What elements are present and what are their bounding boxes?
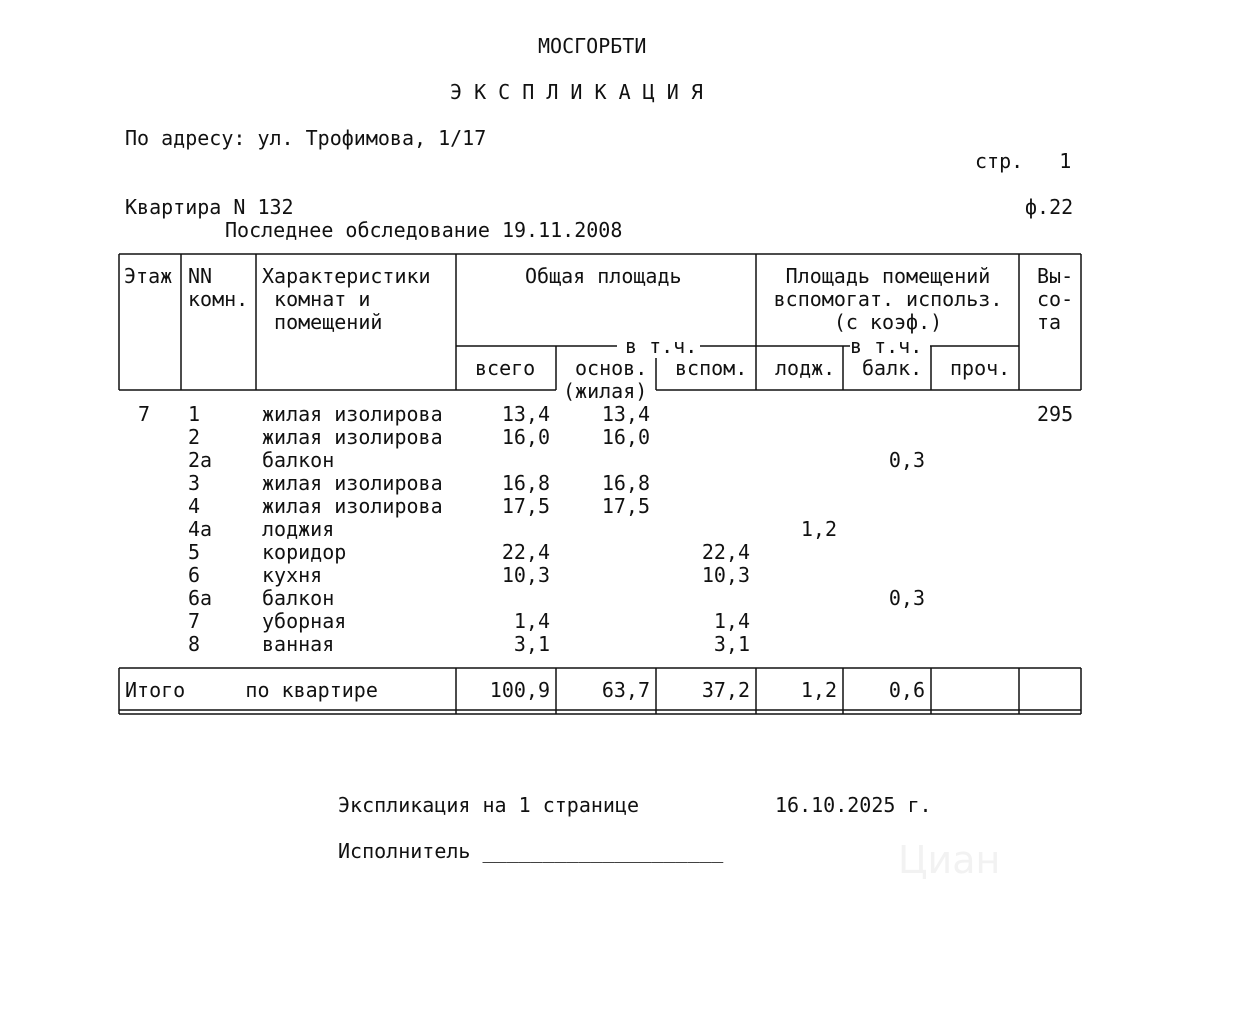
pages-note: Экспликация на 1 странице [338,793,640,817]
room-total-area: 13,4 [501,402,550,426]
room-loggia-area: 1,2 [800,517,837,541]
room-name: жилая изолирова [262,402,443,426]
floor-value: 7 [138,402,151,426]
col-characteristics: Характеристики комнат и помещений [262,264,431,334]
org-name: МОСГОРБТИ [538,34,647,58]
room-number: 8 [188,632,201,656]
room-name: ванная [262,632,335,656]
summary-balcony: 0,6 [888,678,925,702]
page-number: стр. 1 [975,149,1072,173]
col-floor: Этаж [124,264,173,288]
room-number: 2 [188,425,201,449]
room-total-area: 22,4 [501,540,550,564]
room-number: 5 [188,540,201,564]
room-name: жилая изолирова [262,471,443,495]
document-date: 16.10.2025 г. [775,793,932,817]
room-aux-area: 22,4 [701,540,750,564]
col-height: Вы- со- та [1037,264,1074,334]
room-total-area: 1,4 [513,609,550,633]
room-name: уборная [262,609,347,633]
room-number: 4а [188,517,213,541]
room-total-area: 10,3 [501,563,550,587]
col-aux-area: Площадь помещений вспомогат. использ. (с коэф.) [773,264,1003,334]
room-number: 2а [188,448,213,472]
summary-total: 100,9 [489,678,550,702]
summary-loggia: 1,2 [800,678,837,702]
room-aux-area: 10,3 [701,563,750,587]
room-name: кухня [262,563,323,587]
room-number: 6а [188,586,213,610]
room-number: 3 [188,471,201,495]
col-aux: вспом. [675,356,748,380]
summary-main: 63,7 [601,678,650,702]
col-living: (жилая) [563,379,648,403]
summary-label: Итого по квартире [125,678,378,702]
room-balcony-area: 0,3 [888,586,925,610]
room-total-area: 3,1 [513,632,550,656]
room-name: балкон [262,586,335,610]
room-number: 4 [188,494,201,518]
room-main-area: 17,5 [601,494,650,518]
height-value: 295 [1037,402,1074,426]
col-total: всего [475,356,536,380]
summary-aux: 37,2 [701,678,750,702]
executor-signature-line: Исполнитель ____________________ [338,839,724,863]
room-main-area: 16,0 [601,425,650,449]
room-total-area: 16,0 [501,425,550,449]
col-main: основ. [575,356,648,380]
room-main-area: 16,8 [601,471,650,495]
address: По адресу: ул. Трофимова, 1/17 [125,126,487,150]
room-total-area: 16,8 [501,471,550,495]
col-other: проч. [950,356,1011,380]
room-main-area: 13,4 [601,402,650,426]
room-name: жилая изолирова [262,494,443,518]
col-total-area: Общая площадь [525,264,682,288]
form-number: ф.22 [1025,195,1074,219]
room-number: 1 [188,402,201,426]
col-incl-2: в т.ч. [850,334,923,358]
room-total-area: 17,5 [501,494,550,518]
document-title: Э К С П Л И К А Ц И Я [450,80,703,104]
room-balcony-area: 0,3 [888,448,925,472]
col-balcony: балк. [862,356,923,380]
col-incl: в т.ч. [625,334,698,358]
col-room-no: NN комн. [188,264,249,311]
room-aux-area: 1,4 [713,609,750,633]
room-name: лоджия [262,517,335,541]
room-aux-area: 3,1 [713,632,750,656]
room-name: балкон [262,448,335,472]
watermark: Циан [898,838,1001,882]
room-name: жилая изолирова [262,425,443,449]
room-name: коридор [262,540,347,564]
apartment-number: Квартира N 132 [125,195,294,219]
room-number: 7 [188,609,201,633]
last-survey: Последнее обследование 19.11.2008 [225,218,623,242]
room-number: 6 [188,563,201,587]
col-loggia: лодж. [775,356,836,380]
